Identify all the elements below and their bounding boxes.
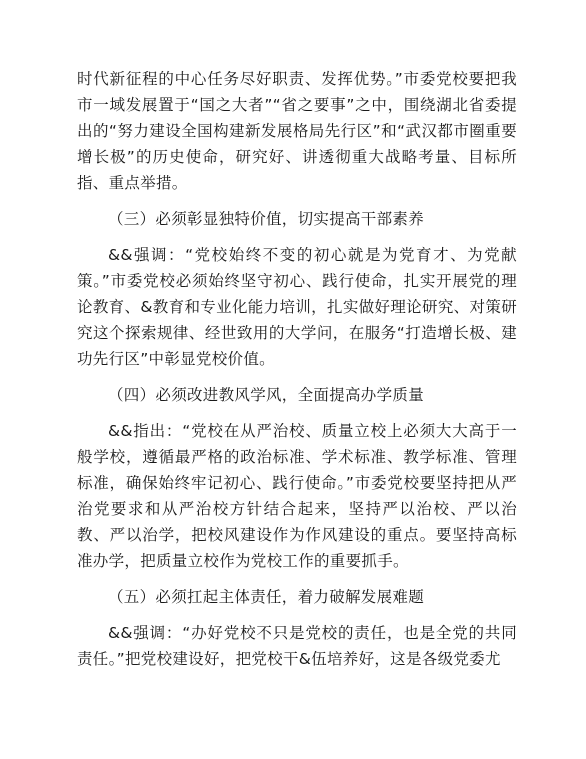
body-paragraph: 时代新征程的中心任务尽好职责、发挥优势。”市委党校要把我市一域发展置于“国之大者”“省之要事”之中，围绕湖北省委提出的“努力建设全国构建新发展格局先行区”和“武汉都市圈重要增长极”的历史使命，研究好、讲透彻重大战略考量、目标所指、重点举措。 <box>77 70 517 192</box>
body-paragraph: &&强调：“党校始终不变的初心就是为党育才、为党献策。”市委党校必须始终坚守初心、践行使命，扎实开展党的理论教育、&教育和专业化能力培训，扎实做好理论研究、对策研究这个探索规律、经世致用的大学问，在服务“打造增长极、建功先行区”中彰显党校价值。 <box>77 246 517 368</box>
body-paragraph: &&强调：“办好党校不只是党校的责任，也是全党的共同责任。”把党校建设好，把党校干&伍培养好，这是各级党委尤 <box>77 624 517 668</box>
section-heading: （五）必须扛起主体责任，着力破解发展难题 <box>108 588 425 606</box>
document-body <box>77 66 517 672</box>
section-heading: （四）必须改进教风学风，全面提高办学质量 <box>108 386 425 404</box>
section-heading: （三）必须彰显独特价值，切实提高干部素养 <box>108 210 425 228</box>
body-paragraph: &&指出：“党校在从严治校、质量立校上必须大大高于一般学校，遵循最严格的政治标准、学术标准、教学标准、管理标准，确保始终牢记初心、践行使命。”市委党校要坚持把从严治党要求和从严治校方针结合起来，坚持严以治校、严以治教、严以治学，把校风建设作为作风建设的重点。要坚持高标准办学，把质量立校作为党校工作的重要抓手。 <box>77 422 517 570</box>
